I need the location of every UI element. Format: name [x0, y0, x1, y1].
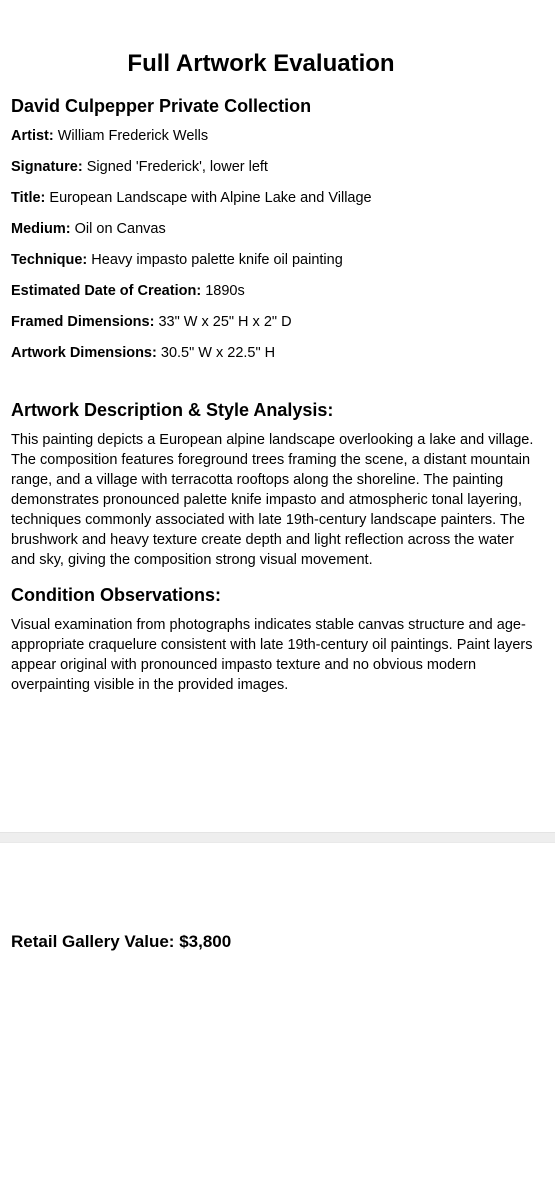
field-value: William Frederick Wells	[57, 128, 209, 144]
field-label: Artist:	[11, 128, 54, 144]
description-heading: Artwork Description & Style Analysis:	[11, 400, 334, 420]
field-label: Medium:	[11, 221, 71, 237]
document-title: Full Artwork Evaluation	[127, 50, 395, 77]
field-medium	[11, 219, 541, 250]
page-break	[0, 832, 555, 843]
field-title	[11, 188, 541, 219]
field-signature	[11, 157, 541, 188]
retail-gallery-value: Retail Gallery Value: $3,800	[11, 932, 232, 951]
field-value: European Landscape with Alpine Lake and Village	[49, 190, 372, 206]
field-value: 30.5" W x 22.5" H	[160, 345, 276, 361]
condition-heading: Condition Observations:	[11, 585, 222, 605]
field-date	[11, 281, 541, 312]
field-value: Oil on Canvas	[74, 221, 166, 237]
field-artwork-dimensions	[11, 343, 541, 374]
artwork-details	[11, 126, 541, 374]
field-label: Signature:	[11, 159, 83, 175]
field-value: 33" W x 25" H x 2" D	[158, 314, 292, 330]
condition-text: Visual examination from photographs indicates stable canvas structure and age-appropriate craquelure consistent with late 19th-century oil paintings. Paint layers appear original with pronounced impasto texture and no obvious modern overpainting visible in the provided images.	[11, 617, 533, 693]
field-technique	[11, 250, 541, 281]
field-label: Title:	[11, 190, 46, 206]
field-framed-dimensions	[11, 312, 541, 343]
field-value: Signed 'Frederick', lower left	[86, 159, 268, 175]
field-label: Framed Dimensions:	[11, 314, 155, 330]
field-label: Estimated Date of Creation:	[11, 283, 202, 299]
field-value: Heavy impasto palette knife oil painting	[91, 252, 343, 268]
field-value: 1890s	[205, 283, 245, 299]
field-label: Technique:	[11, 252, 88, 268]
field-label: Artwork Dimensions:	[11, 345, 157, 361]
collection-name: David Culpepper Private Collection	[11, 96, 312, 116]
field-artist	[11, 126, 541, 157]
description-text: This painting depicts a European alpine landscape overlooking a lake and village. The composition features foreground trees framing the scene, a distant mountain range, and a village with terracotta rooftops along the shoreline. The painting demonstrates pronounced palette knife impasto and atmospheric tonal layering, techniques commonly associated with late 19th-century landscape painters. The brushwork and heavy texture create depth and light reflection across the water and sky, giving the composition strong visual movement.	[11, 432, 534, 568]
document-page-2	[0, 843, 555, 1200]
